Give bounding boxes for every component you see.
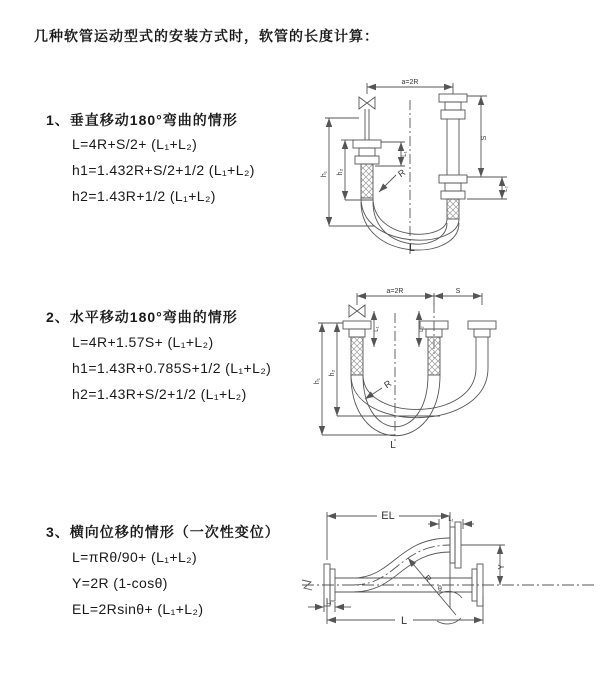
- section-2-formula-h2: h2=1.43R+S/2+1/2 (L₁+L₂): [72, 386, 247, 402]
- right-end-fitting-lower: [439, 175, 467, 219]
- section-2-heading: 2、水平移动180°弯曲的情形: [46, 309, 238, 325]
- dimension-l1: [375, 142, 405, 166]
- section-3-formula-y: Y=2R (1-cosθ): [72, 575, 168, 591]
- radius-leader: [379, 175, 396, 192]
- label-el: EL: [381, 510, 395, 522]
- label-l1: L₁: [374, 326, 380, 332]
- diagram-horizontal-180-bend: [312, 283, 592, 455]
- label-r: R: [422, 573, 434, 584]
- section-3-formula-l: L=πRθ/90+ (L₁+L₂): [72, 549, 198, 565]
- section-3-heading: 3、横向位移的情形（一次性变位）: [46, 524, 280, 540]
- diagram-vertical-180-bend: [315, 72, 580, 262]
- label-length: L: [409, 243, 415, 254]
- label-theta: θ: [438, 586, 442, 593]
- label-span: a=2R: [386, 288, 404, 295]
- label-r: R: [396, 167, 408, 180]
- label-l1-bottom: L₁: [326, 600, 332, 606]
- dimension-l2: [467, 177, 507, 199]
- section-2-formula-h1: h1=1.43R+0.785S+1/2 (L₁+L₂): [72, 360, 272, 376]
- diagram-lateral-displacement: [298, 498, 598, 633]
- section-1-formula-h2: h2=1.43R+1/2 (L₁+L₂): [72, 188, 216, 204]
- section-3-formula-el: EL=2Rsinθ+ (L₁+L₂): [72, 601, 204, 617]
- left-end-fitting: [353, 140, 381, 198]
- page-title: 几种软管运动型式的安装方式时，软管的长度计算：: [34, 28, 379, 44]
- label-h2: h₂: [329, 369, 336, 377]
- label-length: L: [390, 440, 396, 451]
- label-h1: h₁: [314, 377, 321, 385]
- dimension-span: [357, 293, 482, 305]
- label-l1: L₁: [402, 151, 408, 157]
- section-1-heading: 1、垂直移动180°弯曲的情形: [46, 112, 238, 128]
- label-l2: L₂: [503, 186, 509, 192]
- valve-icon: [349, 305, 365, 317]
- valve-icon: [359, 97, 375, 140]
- label-length: L: [400, 615, 408, 627]
- section-1-formula-h1: h1=1.432R+S/2+1/2 (L₁+L₂): [72, 162, 255, 178]
- left-end-fitting: [343, 321, 371, 375]
- right-end-fitting: [468, 321, 496, 368]
- label-y: Y: [497, 564, 506, 570]
- displaced-hose: [353, 522, 461, 592]
- label-h1: h₁: [321, 170, 328, 178]
- label-l2: L₂: [419, 326, 425, 332]
- dimension-el: [327, 512, 450, 608]
- label-s: S: [481, 135, 488, 141]
- section-1-formula-l: L=4R+S/2+ (L₁+L₂): [72, 136, 198, 152]
- section-2-formula-l: L=4R+1.57S+ (L₁+L₂): [72, 334, 214, 350]
- label-span: a=2R: [401, 79, 419, 86]
- right-end-fitting-upper: [439, 94, 467, 175]
- radius-line: [408, 558, 456, 615]
- label-s: S: [455, 288, 461, 295]
- hose-loop: [351, 368, 488, 436]
- label-l1-top: L₁: [448, 517, 454, 523]
- label-h2: h₂: [337, 168, 344, 176]
- label-r: R: [382, 378, 394, 391]
